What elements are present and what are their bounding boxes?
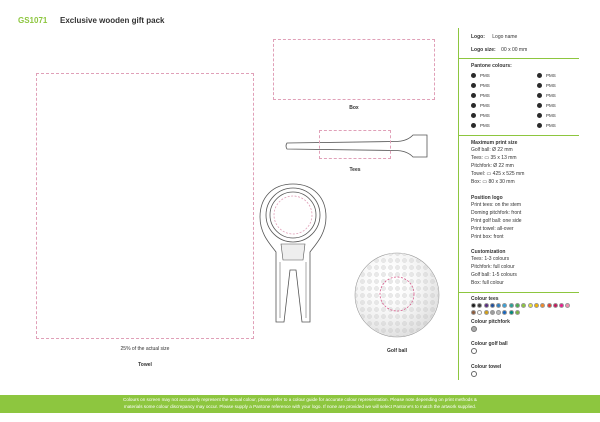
colour-golf-ball-title: Colour golf ball [471, 341, 508, 347]
tee-colour-swatch [477, 310, 482, 315]
tee-colour-swatch [490, 310, 495, 315]
disclaimer-line-1: Colours on screen may not accurately represent the actual colour, please refer to a colour guide for accurate colour representation. Please note depending on print methods & [123, 397, 477, 402]
product-code: GS1071 [18, 16, 48, 25]
towel-colour-swatch [471, 371, 477, 377]
colour-tees-title: Colour tees [471, 296, 499, 302]
pms-swatch: PMS [537, 83, 556, 88]
position-line: Print tees: on the stem [471, 202, 522, 208]
pms-dot-icon [537, 123, 542, 128]
logo-size-value: 00 x 00 mm [501, 47, 528, 53]
tee-colour-swatch [502, 310, 507, 315]
golf-ball-illustration [352, 250, 442, 340]
tee-colour-swatch [477, 303, 482, 308]
tee-colour-swatch [553, 303, 558, 308]
pitchfork-colour-swatch [471, 326, 477, 332]
print-size-line: Tees: ▭ 35 x 13 mm [471, 155, 517, 161]
pms-dot-icon [537, 93, 542, 98]
golf-ball-colour-swatch [471, 348, 477, 354]
colour-pitchfork-title: Colour pitchfork [471, 319, 510, 325]
tees-label: Tees [349, 167, 361, 173]
pms-dot-icon [537, 113, 542, 118]
box-label: Box [349, 105, 359, 111]
pms-swatch: PMS [471, 83, 490, 88]
disclaimer-footer [0, 395, 600, 413]
pms-swatch: PMS [471, 73, 490, 78]
customization-line: Tees: 1-3 colours [471, 256, 510, 262]
logo-row [471, 34, 517, 40]
tee-colour-swatch [540, 303, 545, 308]
customization-title: Customization [471, 249, 506, 255]
tee-colour-swatch [471, 303, 476, 308]
position-line: Print box: front [471, 234, 504, 240]
tee-colour-swatch [559, 303, 564, 308]
tee-colour-swatch [490, 303, 495, 308]
towel-note: 25% of the actual size [120, 346, 170, 352]
pms-dot-icon [537, 73, 542, 78]
pms-dot-icon [471, 93, 476, 98]
tee-print-area [319, 130, 391, 159]
position-line: Print golf ball: one side [471, 218, 522, 224]
print-size-line: Golf ball: Ø 22 mm [471, 147, 513, 153]
pms-swatch: PMS [537, 113, 556, 118]
tee-colour-swatch [565, 303, 570, 308]
pms-dot-icon [471, 83, 476, 88]
tee-colour-swatch [534, 303, 539, 308]
customization-line: Box: full colour [471, 280, 504, 286]
box-print-area [273, 39, 435, 100]
disclaimer-line-2: materials some colour discrepancy may occur. Please supply a Pantone reference with your logo. If none are provided we will select Pantone's to match the artwork supplied. [123, 403, 477, 409]
pitchfork-illustration [256, 182, 330, 327]
print-size-line: Box: ▭ 80 x 30 mm [471, 179, 515, 185]
pms-dot-icon [471, 73, 476, 78]
pms-dot-icon [471, 103, 476, 108]
towel-print-area [36, 73, 254, 339]
tee-colour-swatch [484, 303, 489, 308]
logo-value: Logo name [492, 34, 518, 40]
logo-size-label: Logo size: [471, 47, 496, 53]
customization-line: Pitchfork: full colour [471, 264, 515, 270]
position-line: Doming pitchfork: front [471, 210, 522, 216]
pms-swatch: PMS [471, 123, 490, 128]
tee-colour-swatch [496, 303, 501, 308]
pantone-title: Pantone colours: [471, 63, 512, 69]
pms-dot-icon [537, 83, 542, 88]
logo-label: Logo: [471, 34, 485, 40]
pms-dot-icon [471, 123, 476, 128]
tee-colour-swatch [515, 303, 520, 308]
tee-colour-swatch [471, 310, 476, 315]
tee-colour-row [471, 303, 572, 308]
pms-swatch: PMS [471, 93, 490, 98]
tee-colour-swatch [547, 303, 552, 308]
tee-colour-swatch [521, 303, 526, 308]
logo-size-row [471, 47, 527, 53]
pms-dot-icon [537, 103, 542, 108]
tee-colour-swatch [496, 310, 501, 315]
position-title: Position logo [471, 195, 503, 201]
pms-swatch: PMS [471, 103, 490, 108]
tee-colour-swatch [515, 310, 520, 315]
customization-line: Golf ball: 1-5 colours [471, 272, 517, 278]
page-title: Exclusive wooden gift pack [60, 16, 165, 25]
pms-swatch: PMS [537, 73, 556, 78]
towel-label: Towel [138, 362, 152, 368]
print-size-title: Maximum print size [471, 140, 518, 146]
pms-swatch: PMS [471, 113, 490, 118]
print-size-line: Towel: ▭ 425 x 525 mm [471, 171, 525, 177]
pms-swatch: PMS [537, 123, 556, 128]
tee-colour-swatch [509, 303, 514, 308]
tee-colour-swatch [484, 310, 489, 315]
pms-swatch: PMS [537, 103, 556, 108]
tee-colour-swatch [528, 303, 533, 308]
position-line: Print towel: all-over [471, 226, 514, 232]
pms-swatch: PMS [537, 93, 556, 98]
colour-towel-title: Colour towel [471, 364, 502, 370]
print-size-line: Pitchfork: Ø 22 mm [471, 163, 514, 169]
tee-colour-row [471, 310, 521, 315]
tee-colour-swatch [509, 310, 514, 315]
pms-dot-icon [471, 113, 476, 118]
spec-panel [458, 28, 578, 380]
golf-ball-label: Golf ball [387, 348, 407, 354]
tee-colour-swatch [502, 303, 507, 308]
